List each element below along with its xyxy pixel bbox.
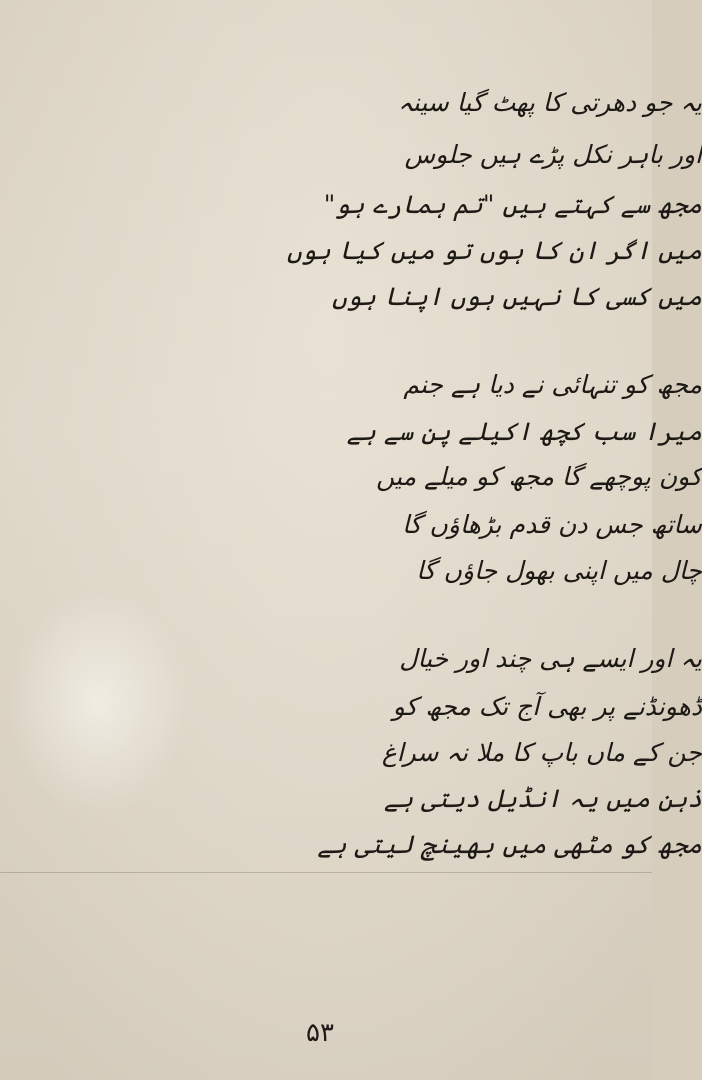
- verse-line: اور باہر نکل پڑے ہیں جلوس: [404, 140, 702, 169]
- verse-line: مجھ سے کہتے ہیں "تم ہمارے ہو": [323, 190, 702, 219]
- verse-line: میں کسی کا نہیں ہوں اپنا ہوں: [332, 282, 702, 311]
- page-fold-line: [0, 872, 652, 873]
- verse-line: مجھ کو مٹھی میں بھینچ لیتی ہے: [317, 830, 702, 859]
- verse-line: ڈھونڈنے پر بھی آج تک مجھ کو: [392, 692, 702, 721]
- verse-line: میں اگر ان کا ہوں تو میں کیا ہوں: [286, 236, 702, 265]
- verse-line: یہ اور ایسے ہی چند اور خیال: [399, 644, 702, 673]
- verse-line: میرا سب کچھ اکیلے پن سے ہے: [346, 417, 702, 446]
- verse-line: یہ جو دھرتی کا پھٹ گیا سینہ: [398, 88, 702, 117]
- verse-line: ذہن میں یہ انڈیل دیتی ہے: [383, 784, 702, 813]
- verse-line: ساتھ جس دن قدم بڑھاؤں گا: [402, 510, 702, 539]
- page-number: ۵۳: [306, 1018, 334, 1048]
- verse-line: چال میں اپنی بھول جاؤں گا: [416, 556, 702, 585]
- verse-line: کون پوچھے گا مجھ کو میلے میں: [376, 462, 702, 491]
- verse-line: مجھ کو تنہائی نے دیا ہے جنم: [403, 370, 702, 399]
- verse-line: جن کے ماں باپ کا ملا نہ سراغ: [381, 738, 702, 767]
